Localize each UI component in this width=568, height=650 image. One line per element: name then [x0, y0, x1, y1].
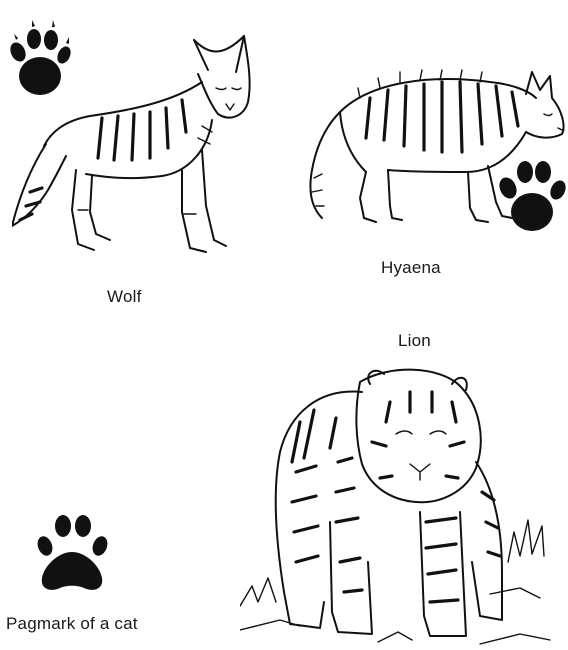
lion-label: Lion	[398, 331, 431, 350]
lion-illustration	[240, 362, 558, 650]
cat-pawprint-icon	[36, 512, 108, 596]
hyaena-pawprint-icon	[498, 148, 566, 240]
cat-pagmark-label: Pagmark of a cat	[6, 614, 138, 633]
hyaena-label: Hyaena	[381, 258, 441, 277]
wolf-illustration	[12, 30, 262, 260]
wolf-label: Wolf	[107, 287, 142, 306]
